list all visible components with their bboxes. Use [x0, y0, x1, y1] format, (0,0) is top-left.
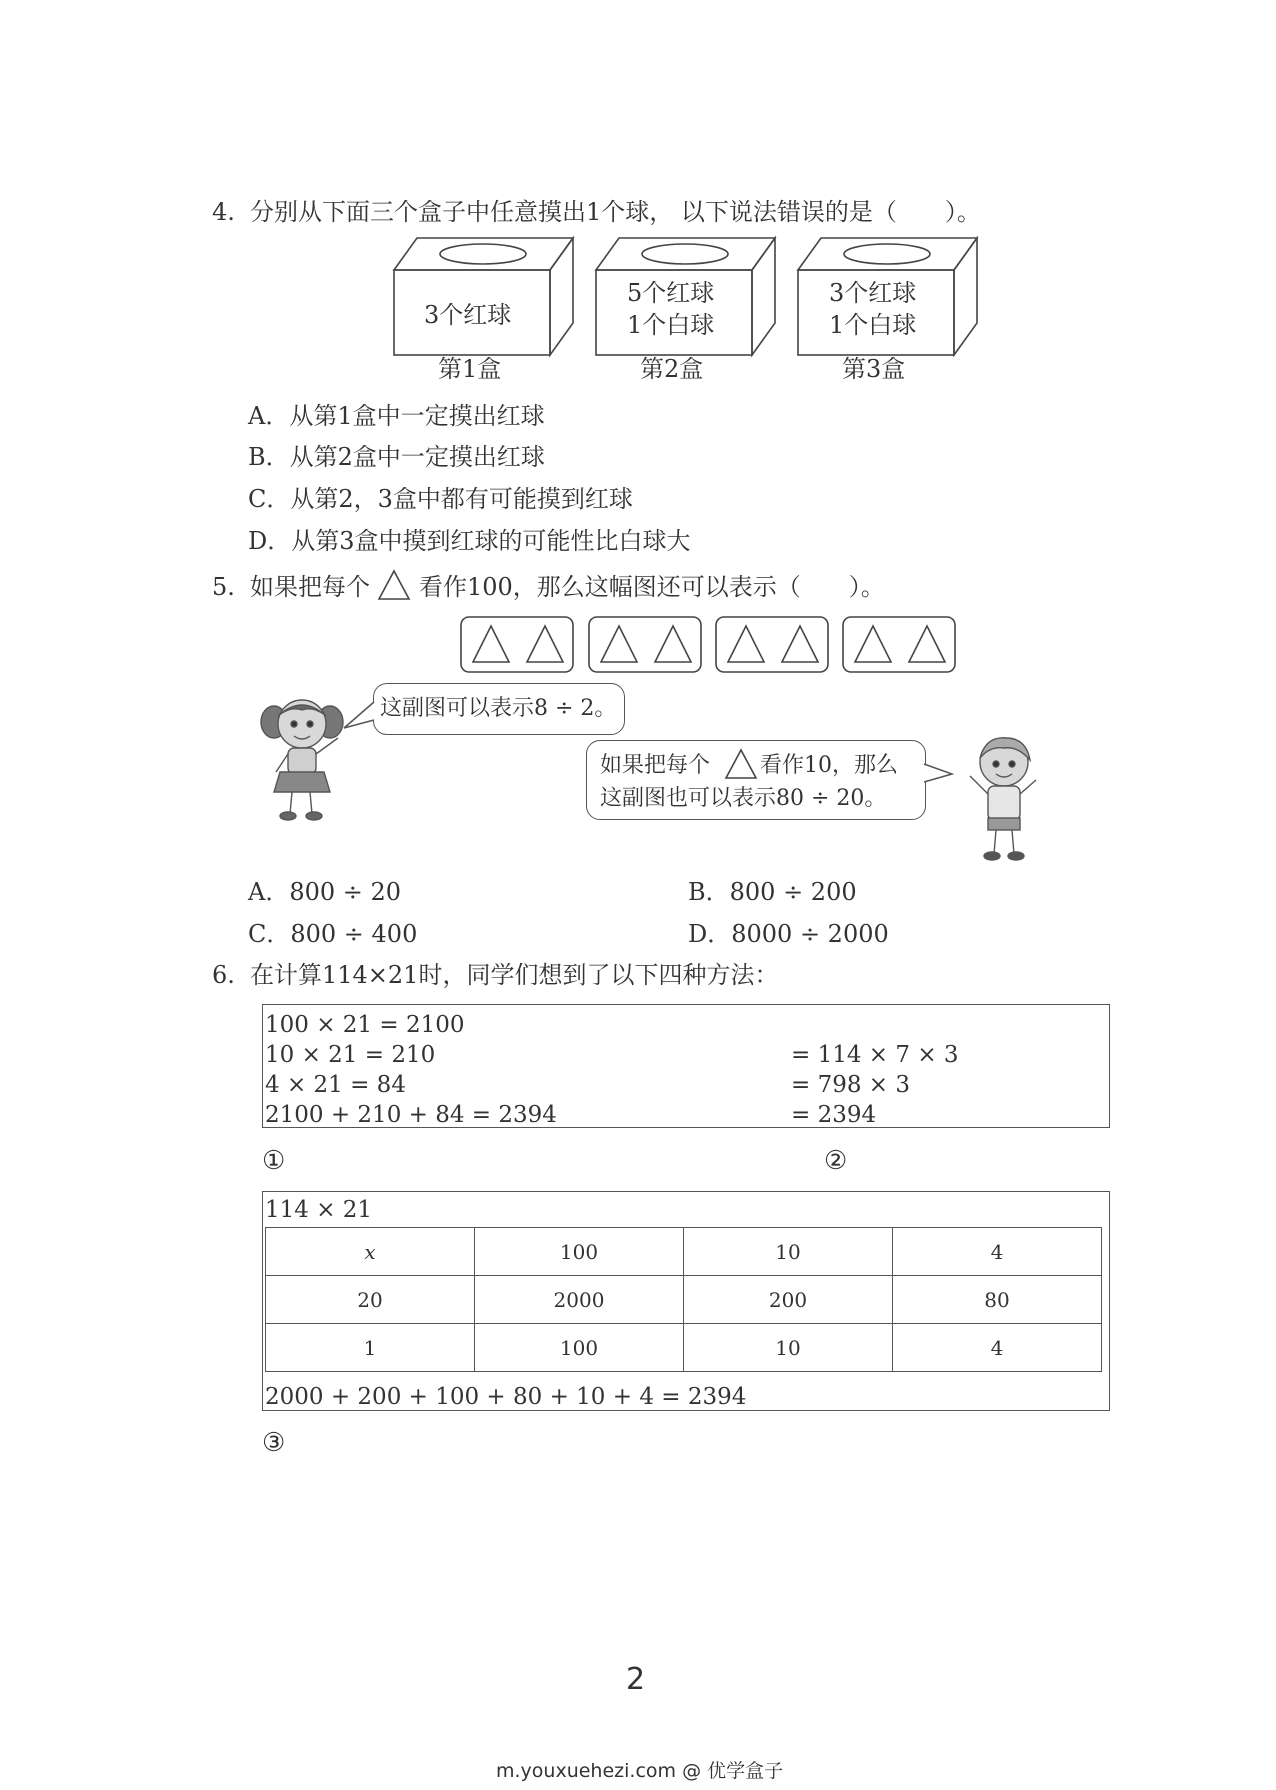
triangle-icon [376, 568, 412, 602]
q4-number: 4. [212, 198, 235, 226]
table-cell: 80 [893, 1276, 1102, 1324]
table-cell: 100 [475, 1228, 684, 1276]
boy-speech-line2: 这副图也可以表示80 ÷ 20。 [600, 786, 887, 811]
method1-line: 10 × 21 = 210 [265, 1042, 436, 1068]
table-cell: 100 [475, 1324, 684, 1372]
table-cell: 4 [893, 1228, 1102, 1276]
q5-option-c[interactable]: C．800 ÷ 400 [248, 920, 418, 948]
boy-speech-line1-after: 看作10，那么 [760, 753, 898, 778]
q4-option-a[interactable]: A．从第1盒中一定摸出红球 [248, 402, 545, 430]
table-row [266, 1276, 1102, 1324]
table-cell: 10 [684, 1228, 893, 1276]
box1-caption: 第1盒 [438, 355, 502, 383]
q6-number: 6. [212, 961, 235, 989]
box2-caption: 第2盒 [640, 355, 704, 383]
girl-bubble-tail [342, 698, 376, 738]
q4-option-b[interactable]: B．从第2盒中一定摸出红球 [248, 443, 545, 471]
table-cell: 200 [684, 1276, 893, 1324]
page-number: 2 [626, 1662, 646, 1697]
q5-number: 5. [212, 573, 235, 601]
site-footer: m.youxuehezi.com @ 优学盒子 [496, 1760, 784, 1782]
box1-line1: 3个红球 [424, 301, 512, 329]
box3-caption: 第3盒 [842, 355, 906, 383]
table-row [266, 1228, 1102, 1276]
method1-line: 100 × 21 = 2100 [265, 1012, 465, 1038]
method1-line: 4 × 21 = 84 [265, 1072, 406, 1098]
q5-triangle-groups [458, 614, 958, 676]
q5-option-d[interactable]: D．8000 ÷ 2000 [688, 920, 889, 948]
method3-result: 2000 + 200 + 100 + 80 + 10 + 4 = 2394 [265, 1384, 747, 1410]
q5-option-a[interactable]: A．800 ÷ 20 [248, 878, 402, 906]
method2-line: = 2394 [791, 1102, 877, 1128]
boy-illustration [958, 732, 1048, 862]
table-row [266, 1324, 1102, 1372]
q4-stem: 分别从下面三个盒子中任意摸出1个球， 以下说法错误的是（ ）。 [250, 198, 981, 226]
boy-speech-line1-before: 如果把每个 [600, 753, 711, 778]
girl-illustration [258, 692, 348, 824]
box3-line2: 1个白球 [829, 311, 917, 339]
table-cell: 20 [266, 1276, 475, 1324]
table-cell: 10 [684, 1324, 893, 1372]
table-cell: 4 [893, 1324, 1102, 1372]
method2-line: = 798 × 3 [791, 1072, 911, 1098]
q6-stem: 在计算114×21时，同学们想到了以下四种方法： [250, 961, 779, 989]
method1-line: 2100 + 210 + 84 = 2394 [265, 1102, 557, 1128]
method-label-3: ③ [262, 1428, 286, 1458]
boy-bubble-tail [922, 760, 956, 790]
table-cell: 1 [266, 1324, 475, 1372]
q5-stem-before: 如果把每个 [250, 573, 370, 601]
box3-line1: 3个红球 [829, 279, 917, 307]
table-cell: 2000 [475, 1276, 684, 1324]
method2-line: = 114 × 7 × 3 [791, 1042, 959, 1068]
girl-speech-text: 这副图可以表示8 ÷ 2。 [380, 696, 617, 721]
multiplication-grid [265, 1227, 1102, 1372]
q5-option-b[interactable]: B．800 ÷ 200 [688, 878, 857, 906]
triangle-icon [723, 747, 759, 781]
method-label-1: ① [262, 1146, 286, 1176]
q5-stem-after: 看作100，那么这幅图还可以表示（ ）。 [419, 573, 885, 601]
table-cell: x [266, 1228, 475, 1276]
method3-title: 114 × 21 [265, 1197, 373, 1223]
method-label-2: ② [824, 1146, 848, 1176]
q4-option-c[interactable]: C．从第2，3盒中都有可能摸到红球 [248, 485, 633, 513]
box2-line1: 5个红球 [627, 279, 715, 307]
box2-line2: 1个白球 [627, 311, 715, 339]
q4-option-d[interactable]: D．从第3盒中摸到红球的可能性比白球大 [248, 527, 691, 555]
